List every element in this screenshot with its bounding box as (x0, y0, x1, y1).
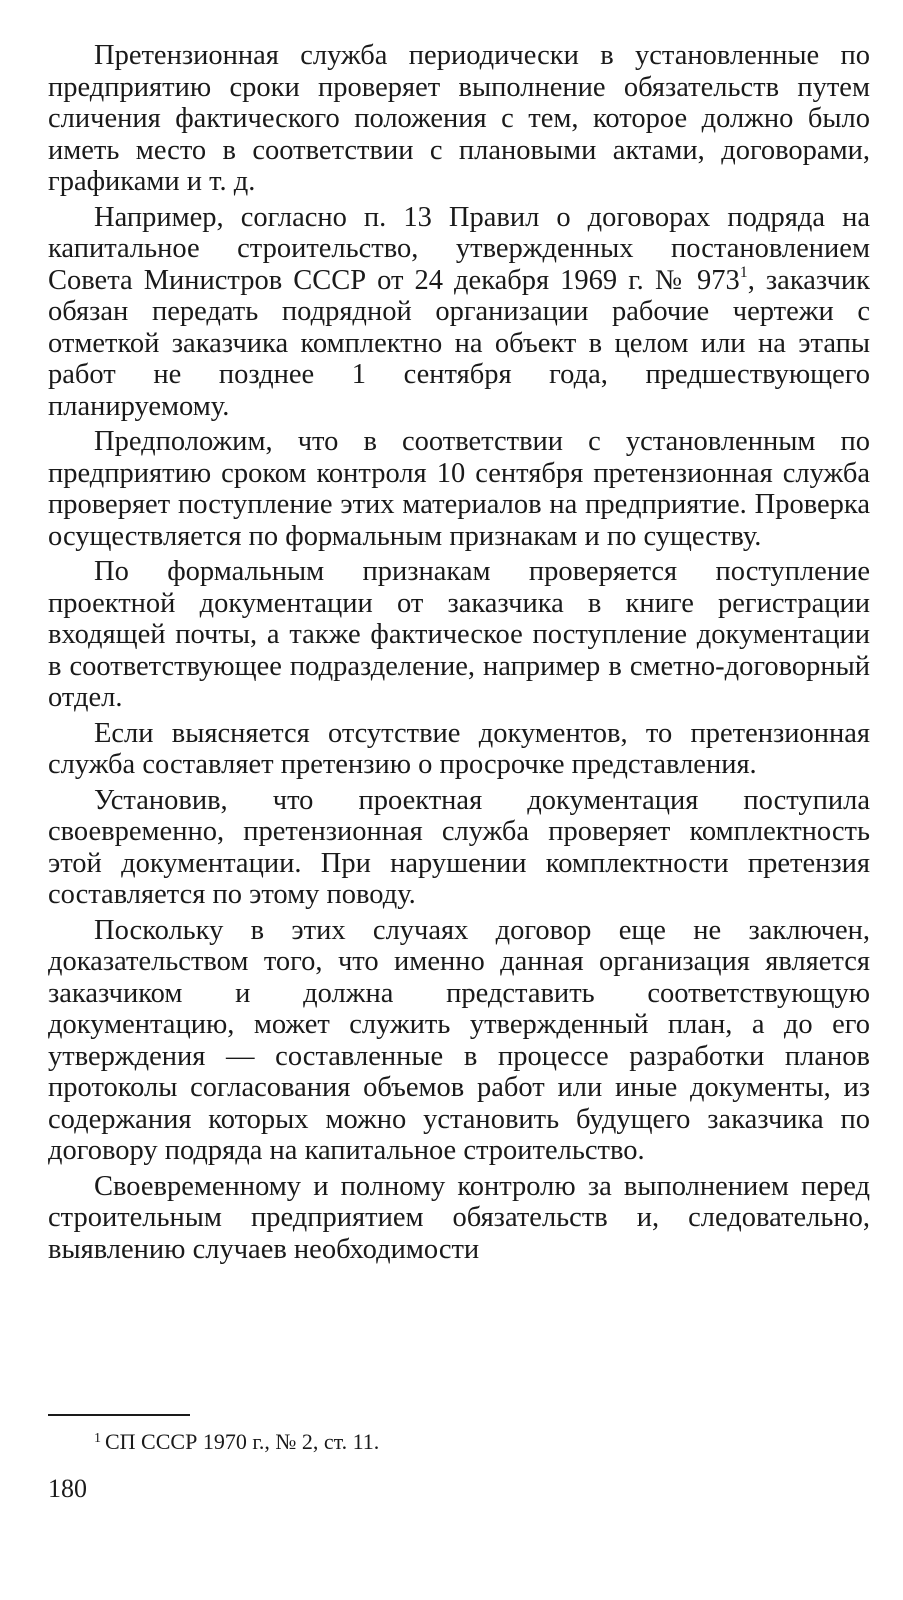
page-number: 180 (48, 1474, 87, 1503)
paragraph-2-text-before-ref: Например, согласно п. 13 Правил о договорах подряда на капитальное строительство, утвержденных постановлением Совета Министров СССР от 24 декабря 1969 г. № 973 (48, 201, 870, 296)
footnote-text: СП СССР 1970 г., № 2, ст. 11. (105, 1429, 380, 1454)
paragraph-3: Предположим, что в соответствии с установленным по предприятию сроком контроля 10 сентября претензионная служба проверяет поступление этих материалов на предприятие. Проверка осуществляется по формальным признакам и по существу. (48, 426, 870, 552)
paragraph-5: Если выясняется отсутствие документов, то претензионная служба составляет претензию о просрочке представления. (48, 717, 870, 780)
paragraph-4: По формальным признакам проверяется поступление проектной документации от заказчика в книге регистрации входящей почты, а также фактическое поступление документации в соответствующее подразделение, например в сметно-договорный отдел. (48, 556, 870, 713)
footnote-divider (48, 1414, 190, 1416)
footnote-reference: 1 (739, 263, 748, 281)
paragraph-7: Поскольку в этих случаях договор еще не заключен, доказательством того, что именно данная организация является заказчиком и должна представить соответствующую документацию, может служить утвержденный план, а до его утверждения — составленные в процессе разработки планов протоколы согласования объемов работ или иные документы, из содержания которых можно установить будущего заказчика по договору подряда на капитальное строительство. (48, 914, 870, 1166)
paragraph-6: Установив, что проектная документация поступила своевременно, претензионная служба проверяет комплектность этой документации. При нарушении комплектности претензия составляется по этому поводу. (48, 784, 870, 910)
paragraph-1: Претензионная служба периодически в установленные по предприятию сроки проверяет выполнение обязательств путем сличения фактического положения с тем, которое должно было иметь место в соответствии с плановыми актами, договорами, графиками и т. д. (48, 40, 870, 197)
footnote-marker: 1 (94, 1431, 101, 1446)
page-body (48, 40, 870, 1269)
paragraph-2 (48, 202, 870, 423)
paragraph-2-text-after-ref: , заказчик обязан передать подрядной организации рабочие чертежи с отметкой заказчика комплектно на объект в целом или на этапы работ не позднее 1 сентября года, предшествующего планируемому. (48, 264, 871, 422)
paragraph-8: Своевременному и полному контролю за выполнением перед строительным предприятием обязательств и, следовательно, выявлению случаев необходимости (48, 1170, 870, 1265)
footnote (94, 1426, 379, 1455)
